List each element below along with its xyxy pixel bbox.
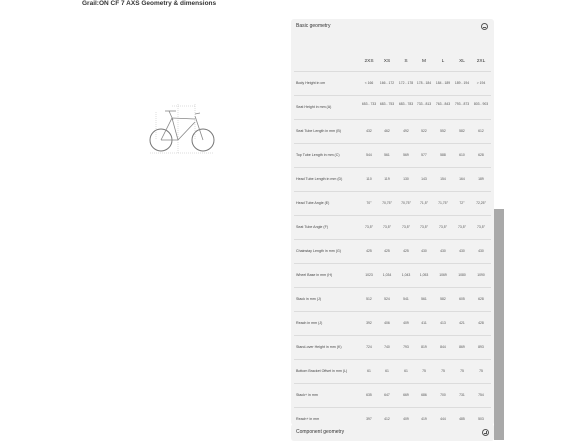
table-cell: 61 <box>385 369 389 373</box>
table-cell: 1,043 <box>401 273 411 277</box>
table-cell: 413 <box>440 321 446 325</box>
table-cell: 485 <box>459 417 465 421</box>
table-cell: 425 <box>366 249 372 253</box>
basic-geometry-title: Basic geometry <box>296 23 331 29</box>
table-cell: 425 <box>384 249 390 253</box>
table-cell: 819 <box>421 345 427 349</box>
table-cell: 444 <box>440 417 446 421</box>
row-label: Head Tube Length in mm (D) <box>296 177 343 181</box>
table-cell: 419 <box>421 417 427 421</box>
minus-circle-icon[interactable] <box>481 23 488 30</box>
row-label: Seat Tube Angle (F) <box>296 225 328 229</box>
table-cell: 421 <box>459 321 465 325</box>
table-cell: 869 <box>459 345 465 349</box>
table-row <box>294 263 491 287</box>
table-cell: 430 <box>440 249 446 253</box>
table-cell: 1,053 <box>419 273 429 277</box>
size-header-cell: 2XL <box>476 59 486 64</box>
table-cell: 552 <box>440 129 446 133</box>
table-cell: 1,034 <box>382 273 392 277</box>
table-cell: 793 - 873 <box>454 102 470 106</box>
table-cell: 524 <box>384 297 390 301</box>
table-cell: 628 <box>478 297 484 301</box>
table-cell: 70,75° <box>401 201 411 205</box>
table-cell: 75 <box>441 369 445 373</box>
table-cell: 75 <box>422 369 426 373</box>
table-cell: 71,75° <box>438 201 448 205</box>
table-cell: 462 <box>384 129 390 133</box>
table-cell: 70° <box>366 201 372 205</box>
table-cell: 731 <box>459 393 465 397</box>
row-label: Stack+ in mm <box>296 393 318 397</box>
table-row <box>294 191 491 215</box>
table-cell: 577 <box>421 153 427 157</box>
size-header-row <box>291 59 494 69</box>
page-title: Grail:ON CF 7 AXS Geometry & dimensions <box>82 0 217 7</box>
basic-geometry-header[interactable] <box>291 19 494 34</box>
table-cell: 430 <box>478 249 484 253</box>
row-label: Seat Height in mm (A) <box>296 105 332 109</box>
scrollbar-thumb[interactable] <box>494 209 504 440</box>
size-header-cell: XS <box>383 59 391 64</box>
table-cell: 1023 <box>365 273 373 277</box>
row-label: Chainstay Length in mm (G) <box>296 249 341 253</box>
table-cell: 412 <box>384 417 390 421</box>
table-cell: 610 <box>459 153 465 157</box>
size-header-cell: 2XS <box>364 59 374 64</box>
table-cell: 178 - 184 <box>416 81 432 85</box>
table-cell: 635 <box>366 393 372 397</box>
table-cell: 561 <box>384 153 390 157</box>
table-cell: 71,5° <box>420 201 428 205</box>
size-header-cell: XL <box>459 59 465 64</box>
table-cell: 1080 <box>458 273 466 277</box>
table-cell: 522 <box>421 129 427 133</box>
row-label: Stack in mm (J) <box>296 297 321 301</box>
table-cell: < 166 <box>364 81 374 85</box>
table-cell: 503 <box>478 417 484 421</box>
table-cell: 569 <box>403 153 409 157</box>
size-header-cell: S <box>404 59 408 64</box>
table-cell: 73,5° <box>420 225 428 229</box>
table-cell: 740 <box>384 345 390 349</box>
table-row <box>294 143 491 167</box>
table-cell: 512 <box>366 297 372 301</box>
table-cell: 803 - 903 <box>473 102 489 106</box>
table-row <box>294 95 491 119</box>
table-cell: 110 <box>366 177 372 181</box>
table-row <box>294 215 491 239</box>
table-cell: 763 - 843 <box>435 102 451 106</box>
table-cell: 130 <box>403 177 409 181</box>
table-row <box>294 287 491 311</box>
table-cell: 544 <box>366 153 372 157</box>
table-cell: 561 <box>421 297 427 301</box>
table-cell: 653 - 733 <box>361 102 377 106</box>
table-cell: 844 <box>440 345 446 349</box>
table-cell: 683 - 783 <box>398 102 414 106</box>
table-cell: 425 <box>403 249 409 253</box>
table-cell: 75 <box>479 369 483 373</box>
row-label: Seat Tube Length in mm (B) <box>296 129 341 133</box>
table-cell: 432 <box>366 129 372 133</box>
table-cell: 430 <box>421 249 427 253</box>
plus-circle-icon[interactable] <box>482 429 489 436</box>
table-row <box>294 71 491 95</box>
table-cell: 189 - 194 <box>454 81 470 85</box>
row-label: Body Height in cm <box>296 81 326 85</box>
table-row <box>294 239 491 263</box>
table-cell: 70,75° <box>382 201 392 205</box>
table-cell: 588 <box>440 153 446 157</box>
table-cell: 686 <box>421 393 427 397</box>
table-cell: 172 - 178 <box>398 81 414 85</box>
basic-geometry-panel <box>291 19 494 425</box>
table-cell: 72° <box>459 201 465 205</box>
table-cell: 647 <box>384 393 390 397</box>
table-cell: 1090 <box>477 273 485 277</box>
table-cell: 793 <box>403 345 409 349</box>
row-label: Bottom Bracket Offset in mm (L) <box>296 369 348 373</box>
table-cell: 73,5° <box>383 225 391 229</box>
table-row <box>294 359 491 383</box>
row-label: Reach+ in mm <box>296 417 320 421</box>
row-label: Top Tube Length in mm (C) <box>296 153 340 157</box>
table-cell: 166 - 172 <box>379 81 395 85</box>
table-cell: 73,5° <box>365 225 373 229</box>
table-cell: 683 - 753 <box>379 102 395 106</box>
table-cell: 612 <box>478 129 484 133</box>
table-cell: 73,5° <box>477 225 485 229</box>
size-header-cell: L <box>441 59 445 64</box>
table-cell: 189 <box>478 177 484 181</box>
row-label: Head Tube Angle (E) <box>296 201 330 205</box>
row-label: Stand-over Height in mm (K) <box>296 345 342 349</box>
table-cell: 893 <box>478 345 484 349</box>
table-cell: 428 <box>478 321 484 325</box>
table-cell: 409 <box>403 321 409 325</box>
table-cell: 541 <box>403 297 409 301</box>
table-cell: 492 <box>403 129 409 133</box>
table-cell: 724 <box>366 345 372 349</box>
table-cell: 605 <box>459 297 465 301</box>
table-row <box>294 335 491 359</box>
table-cell: 669 <box>403 393 409 397</box>
row-label: Wheel Base in mm (H) <box>296 273 333 277</box>
table-cell: 733 - 813 <box>416 102 432 106</box>
table-cell: 406 <box>384 321 390 325</box>
table-cell: 628 <box>478 153 484 157</box>
table-cell: 73,5° <box>402 225 410 229</box>
table-cell: 430 <box>459 249 465 253</box>
row-label: Reach in mm (J) <box>296 321 323 325</box>
table-cell: 143 <box>421 177 427 181</box>
component-geometry-title: Component geometry <box>296 429 345 435</box>
table-cell: 184 - 189 <box>435 81 451 85</box>
table-row <box>294 167 491 191</box>
table-cell: 409 <box>403 417 409 421</box>
table-cell: 700 <box>440 393 446 397</box>
table-cell: 75 <box>460 369 464 373</box>
table-row <box>294 383 491 407</box>
table-row <box>294 407 491 425</box>
table-cell: 754 <box>478 393 484 397</box>
table-row <box>294 311 491 335</box>
bike-geometry-diagram <box>148 100 220 158</box>
table-cell: 1069 <box>439 273 447 277</box>
table-cell: 73,5° <box>439 225 447 229</box>
table-cell: 582 <box>440 297 446 301</box>
table-cell: 154 <box>440 177 446 181</box>
table-cell: 61 <box>404 369 408 373</box>
table-cell: 411 <box>421 321 427 325</box>
table-row <box>294 119 491 143</box>
table-cell: 164 <box>459 177 465 181</box>
component-geometry-panel[interactable] <box>291 424 494 441</box>
table-cell: > 194 <box>476 81 486 85</box>
table-cell: 73,5° <box>458 225 466 229</box>
table-cell: 72,25° <box>476 201 486 205</box>
size-header-cell: M <box>422 59 426 64</box>
table-cell: 61 <box>367 369 371 373</box>
table-cell: 392 <box>366 321 372 325</box>
table-cell: 582 <box>459 129 465 133</box>
table-cell: 397 <box>366 417 372 421</box>
table-cell: 119 <box>384 177 390 181</box>
